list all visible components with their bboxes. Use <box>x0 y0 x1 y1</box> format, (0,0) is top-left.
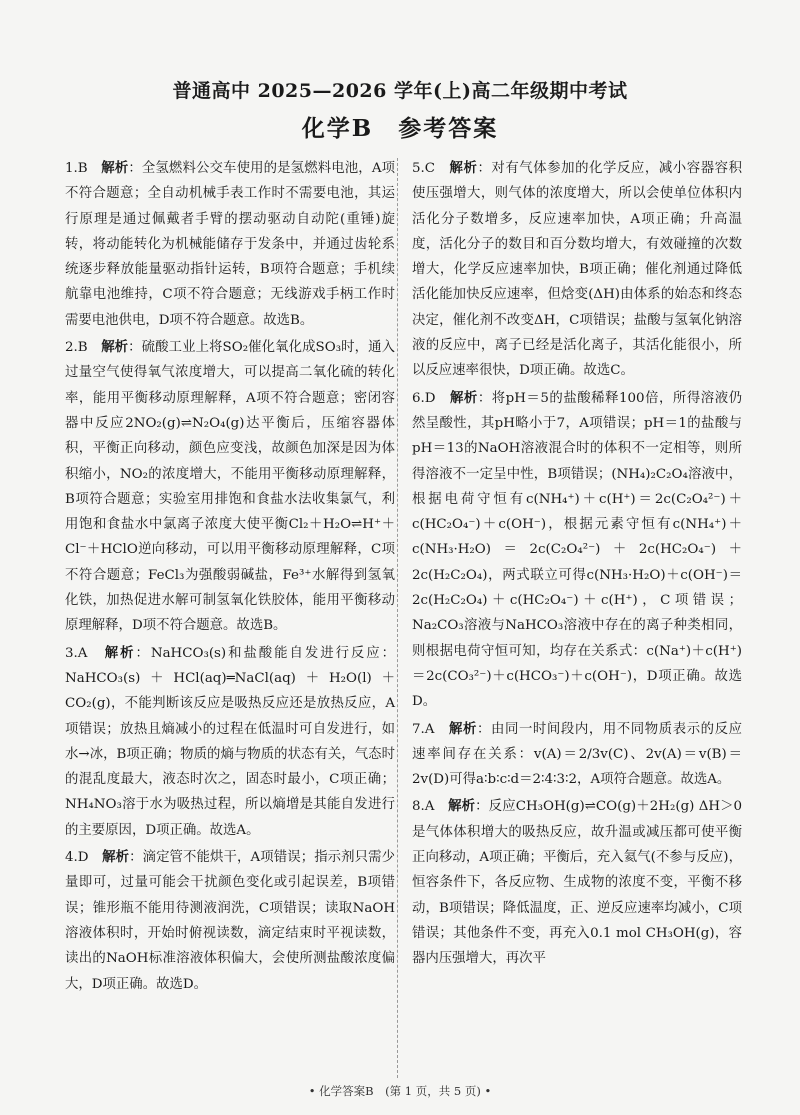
answer-item-7: 7.A 解析：由同一时间段内，用不同物质表示的反应速率间存在关系：v(A)＝2/3v(C)、2v(A)＝v(B)＝2v(D)可得a∶b∶c∶d＝2∶4∶3∶2，A项符合题意。故选A。 <box>412 720 743 788</box>
page-footer: • 化学答案B (第 1 页，共 5 页) • <box>308 1084 492 1098</box>
answer-item-4: 4.D 解析：滴定管不能烘干，A项错误；指示剂只需少量即可，过量可能会干扰颜色变化或引起误差，B项错误；锥形瓶不能用待测液润洗，C项错误；读取NaOH溶液体积时，开始时俯视读数，滴定结束时平视读数，读出的NaOH标准溶液体积偏大，会使所测盐酸浓度偏大，D项正确。故选D。 <box>65 849 396 992</box>
answer-item-6: 6.D 解析：将pH＝5的盐酸稀释100倍，所得溶液仍然呈酸性，其pH略小于7，A项错误；pH＝1的盐酸与pH＝13的NaOH溶液混合时的体积不一定相等，则所得溶液不一定呈中性，B项错误；(NH₄)₂C₂O₄溶液中，根据电荷守恒有c(NH₄⁺)＋c(H⁺)＝2c(C₂O₄²⁻)＋c(HC₂O₄⁻)＋c(OH⁻)，根据元素守恒有c(NH₄⁺)＋c(NH₃·H₂O)＝2c(C₂O₄²⁻)＋2c(HC₂O₄⁻)＋2c(H₂C₂O₄)，两式联立可得c(NH₃·H₂O)＋c(OH⁻)＝2c(H₂C₂O₄)＋c(HC₂O₄⁻)＋c(H⁺)，C项错误；Na₂CO₃溶液与NaHCO₃溶液中存在的离子种类相同，则根据电荷守恒可知，均存在关系式：c(Na⁺)＋c(H⁺)＝2c(CO₃²⁻)＋c(HCO₃⁻)＋c(OH⁻)，D项正确。故选D。 <box>412 389 743 710</box>
column-divider <box>397 158 398 1078</box>
page-subtitle: 化学B 参考答案 <box>301 115 499 142</box>
answer-item-1: 1.B 解析：全氢燃料公交车使用的是氢燃料电池，A项不符合题意；全自动机械手表工作时不需要电池，其运行原理是通过佩戴者手臂的摆动驱动自动陀(重锤)旋转，将动能转化为机械能储存于发条中，并通过齿轮系统逐步释放能量驱动指针运转，B项符合题意；手机续航靠电池维持，C项不符合题意；无线游戏手柄工作时需要电池供电，D项不符合题意。故选B。 <box>65 160 396 328</box>
answer-item-3: 3.A 解析：NaHCO₃(s)和盐酸能自发进行反应：NaHCO₃(s)＋HCl(aq)═NaCl(aq)＋H₂O(l)＋CO₂(g)，不能判断该反应是吸热反应还是放热反应，A项错误；放热且熵减小的过程在低温时可自发进行，如水→冰，B项正确；物质的熵与物质的状态有关，气态时的混乱度最大，液态时次之，固态时最小，C项正确；NH₄NO₃溶于水为吸热过程，所以熵增是其能自发进行的主要原因，D项正确。故选A。 <box>65 644 396 838</box>
answer-item-5: 5.C 解析：对有气体参加的化学反应，减小容器容积使压强增大，则气体的浓度增大，所以会使单位体积内活化分子数增多，反应速率加快，A项正确；升高温度，活化分子的数目和百分数均增大，有效碰撞的次数增大，化学反应速率加快，B项正确；催化剂通过降低活化能加快反应速率，但焓变(ΔH)由体系的始态和终态决定，催化剂不改变ΔH，C项错误；盐酸与氢氧化钠溶液的反应中，离子已经是活化离子，其活化能很小，所以反应速率很快，D项正确。故选C。 <box>412 160 742 379</box>
answer-item-8: 8.A 解析：反应CH₃OH(g)⇌CO(g)＋2H₂(g) ΔH＞0是气体体积增大的吸热反应，故升温或减压都可使平衡正向移动，A项正确；平衡后，充入氦气(不参与反应)，恒容条件下，各反应物、生成物的浓度不变，平衡不移动，B项错误；降低温度，正、逆反应速率均减小，C项错误；其他条件不变，再充入0.1 mol CH₃OH(g)，容器内压强增大，再次平 <box>412 798 743 967</box>
right-column <box>412 156 742 974</box>
left-column <box>65 156 395 999</box>
page-title: 普通高中 2025—2026 学年(上)高二年级期中考试 <box>172 80 628 102</box>
answer-item-2: 2.B 解析：硫酸工业上将SO₂催化氧化成SO₃时，通入过量空气使得氧气浓度增大，可以提高二氧化硫的转化率，能用平衡移动原理解释，A项不符合题意；密闭容器中反应2NO₂(g)⇌N₂O₄(g)达平衡后，压缩容器体积，平衡正向移动，颜色应变浅，故颜色加深是因为体积缩小，NO₂的浓度增大，不能用平衡移动原理解释，B项符合题意；实验室用排饱和食盐水法收集氯气，利用饱和食盐水中氯离子浓度大使平衡Cl₂＋H₂O⇌H⁺＋Cl⁻＋HClO逆向移动，可以用平衡移动原理解释，C项不符合题意；FeCl₃为强酸弱碱盐，Fe³⁺水解得到氢氧化铁，加热促进水解可制氢氧化铁胶体，能用平衡移动原理解释，D项不符合题意。故选B。 <box>65 339 396 634</box>
